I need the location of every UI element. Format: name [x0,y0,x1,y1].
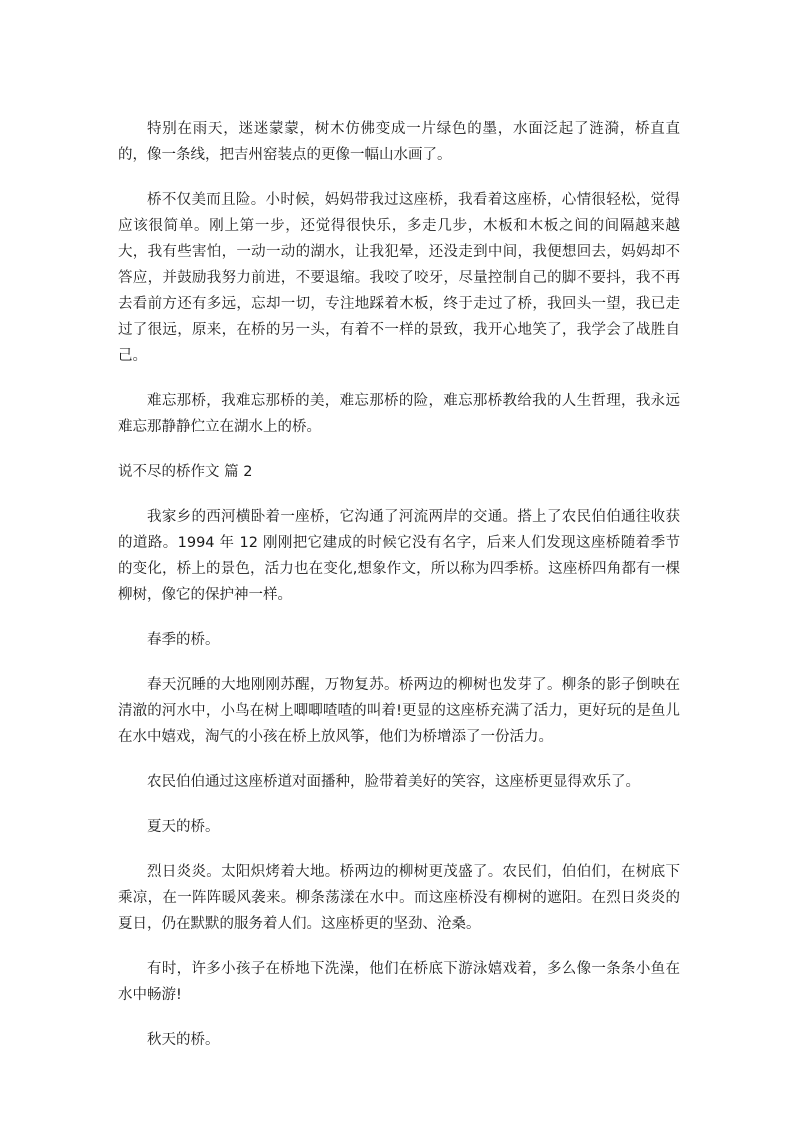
paragraph-rainy-day: 特别在雨天，迷迷蒙蒙，树木仿佛变成一片绿色的墨，水面泛起了涟漪，桥直直的，像一条线，把吉州窑装点的更像一幅山水画了。 [118,121,680,163]
paragraph-bridge-danger: 桥不仅美而且险。小时候，妈妈带我过这座桥，我看着这座桥，心情很轻松，觉得应该很简单。刚上第一步，还觉得很快乐，多走几步，木板和木板之间的间隔越来越大，我有些害怕，一动一动的湖水，让我犯晕，还没走到中间，我便想回去，妈妈却不答应，并鼓励我努力前进，不要退缩。我咬了咬牙，尽量控制自己的脚不要抖，我不再去看前方还有多远，忘却一切，专注地踩着木板，终于走过了桥，我回头一望，我已走过了很远，原来，在桥的另一头，有着不一样的景致，我开心地笑了，我学会了战胜自己。 [118,192,680,364]
paragraph-hometown-bridge: 我家乡的西河横卧着一座桥，它沟通了河流两岸的交通。搭上了农民伯伯通往收获的道路。1994 年 12 刚刚把它建成的时候它没有名字，后来人们发现这座桥随着季节的变化，桥上的景色，活力也在变化,想象作文，所以称为四季桥。这座桥四角都有一棵柳树，像它的保护神一样。 [118,509,680,603]
paragraph-unforgettable-bridge: 难忘那桥，我难忘那桥的美，难忘那桥的险，难忘那桥教给我的人生哲理，我永远难忘那静静伫立在湖水上的桥。 [118,393,680,435]
paragraph-summer: 烈日炎炎。太阳炽烤着大地。桥两边的柳树更茂盛了。农民们，伯伯们，在树底下乘凉，在一阵阵暖风袭来。柳条荡漾在水中。而这座桥没有柳树的遮阳。在烈日炎炎的夏日，仍在默默的服务着人们。这座桥更的坚劲、沧桑。 [118,864,680,932]
subheading-spring-bridge: 春季的桥。 [147,632,220,648]
subheading-autumn-bridge: 秋天的桥。 [147,1032,220,1048]
document-body [118,116,680,1072]
paragraph-spring: 春天沉睡的大地刚刚苏醒，万物复苏。桥两边的柳树也发芽了。柳条的影子倒映在清澈的河水中，小鸟在树上唧唧喳喳的叫着!更显的这座桥充满了活力，更好玩的是鱼儿在水中嬉戏，淘气的小孩在桥上放风筝，他们为桥增添了一份活力。 [118,677,680,745]
paragraph-farmers: 农民伯伯通过这座桥道对面播种，脸带着美好的笑容，这座桥更显得欢乐了。 [147,774,640,790]
paragraph-children-swimming: 有时，许多小孩子在桥地下洗澡，他们在桥底下游泳嬉戏着，多么像一条条小鱼在水中畅游! [118,961,680,1003]
section-title: 说不尽的桥作文 篇 2 [118,464,253,480]
subheading-summer-bridge: 夏天的桥。 [147,819,220,835]
